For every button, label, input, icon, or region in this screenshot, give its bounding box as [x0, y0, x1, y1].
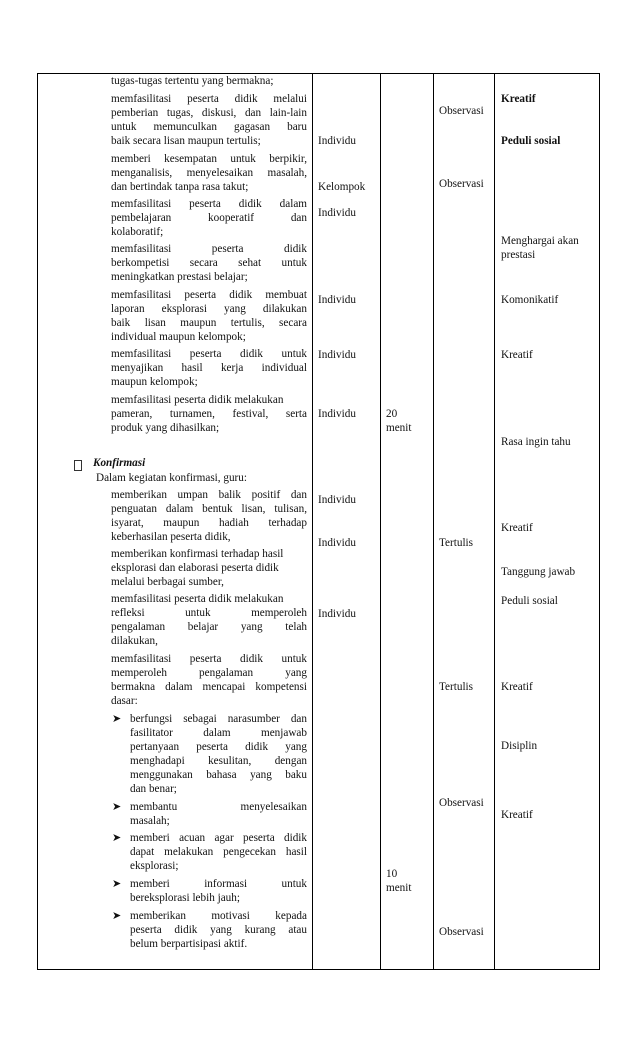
activity-line: memfasilitasi peserta didik	[111, 243, 307, 255]
table-right-border	[599, 73, 600, 970]
activity-line: menyajikan hasil kerja individual	[111, 362, 307, 374]
activity-line: menganalisis, menyelesaikan masalah,	[111, 167, 307, 179]
activity-line: bermakna dalam mencapai kompetensi	[111, 681, 307, 693]
character-cell: Kreatif	[501, 349, 533, 361]
activity-line: dasar:	[111, 695, 138, 707]
activity-line: isyarat, maupun hadiah terhadap	[111, 517, 307, 529]
character-cell: Peduli sosial	[501, 135, 561, 147]
arrow-bullet-icon: ➤	[112, 910, 122, 922]
bullet-icon	[74, 460, 82, 471]
sub-item-line: eksplorasi;	[130, 860, 179, 872]
activity-line: memfasilitasi peserta didik membuat	[111, 289, 307, 301]
character-cell: Menghargai akan	[501, 235, 579, 247]
sub-item-line: memberikan motivasi kepada	[130, 910, 307, 922]
activity-line: memfasilitasi peserta didik melakukan	[111, 593, 284, 605]
col-divider-3	[433, 73, 434, 970]
activity-line: memfasilitasi peserta didik dalam	[111, 198, 307, 210]
activity-line: memfasilitasi peserta didik untuk	[111, 653, 307, 665]
activity-line: berkompetisi secara sehat untuk	[111, 257, 307, 269]
assessment-cell: Observasi	[439, 797, 484, 809]
activity-line: keberhasilan peserta didik,	[111, 531, 231, 543]
character-cell: Peduli sosial	[501, 595, 558, 607]
col-divider-4	[494, 73, 495, 970]
assessment-cell: Observasi	[439, 926, 484, 938]
activity-line: memfasilitasi peserta didik melakukan	[111, 394, 284, 406]
activity-line: memberikan umpan balik positif dan	[111, 489, 307, 501]
character-cell: Tanggung jawab	[501, 566, 576, 578]
time-unit: menit	[386, 422, 412, 434]
time-value: 10	[386, 868, 398, 880]
arrow-bullet-icon: ➤	[112, 878, 122, 890]
character-cell: prestasi	[501, 249, 536, 261]
activity-line: memberi kesempatan untuk berpikir,	[111, 153, 307, 165]
assessment-cell: Tertulis	[439, 537, 474, 549]
arrow-bullet-icon: ➤	[112, 713, 122, 725]
activity-line: untuk memunculkan gagasan baru	[111, 121, 307, 133]
grouping-cell: Kelompok	[318, 181, 366, 193]
sub-item-line: menggunakan bahasa yang baku	[130, 769, 307, 781]
assessment-cell: Observasi	[439, 105, 484, 117]
character-cell: Kreatif	[501, 681, 533, 693]
col-divider-1	[312, 73, 313, 970]
sub-item-line: bereksplorasi lebih jauh;	[130, 892, 240, 904]
activity-line: kolaboratif;	[111, 226, 164, 238]
activity-line: laporan eksplorasi yang dilakukan	[111, 303, 307, 315]
sub-item-line: pertanyaan peserta didik yang	[130, 741, 307, 753]
sub-item-line: memberi acuan agar peserta didik	[130, 832, 307, 844]
activity-line: pameran, turnamen, festival, serta	[111, 408, 307, 420]
character-cell: Kreatif	[501, 809, 533, 821]
character-cell: Kreatif	[501, 522, 533, 534]
sub-item-line: masalah;	[130, 815, 170, 827]
grouping-cell: Individu	[318, 494, 356, 506]
assessment-cell: Tertulis	[439, 681, 474, 693]
table-bottom-border	[37, 969, 600, 970]
sub-item-line: berfungsi sebagai narasumber dan	[130, 713, 307, 725]
time-unit: menit	[386, 882, 412, 894]
activity-line: memperoleh pengalaman yang	[111, 667, 307, 679]
activity-line: produk yang dihasilkan;	[111, 422, 220, 434]
activity-line: melalui berbagai sumber,	[111, 576, 224, 588]
sub-item-line: belum berpartisipasi aktif.	[130, 938, 248, 950]
character-cell: Rasa ingin tahu	[501, 436, 571, 448]
grouping-cell: Individu	[318, 349, 356, 361]
activity-line: eksplorasi dan elaborasi peserta didik	[111, 562, 279, 574]
arrow-bullet-icon: ➤	[112, 832, 122, 844]
character-cell: Disiplin	[501, 740, 538, 752]
sub-item-line: peserta didik yang kurang atau	[130, 924, 307, 936]
arrow-bullet-icon: ➤	[112, 801, 122, 813]
activity-line: pembelajaran kooperatif dan	[111, 212, 307, 224]
grouping-cell: Individu	[318, 135, 356, 147]
sub-item-line: memberi informasi untuk	[130, 878, 307, 890]
sub-item-line: dapat melakukan pengecekan hasil	[130, 846, 307, 858]
activity-line: dilakukan,	[111, 635, 158, 647]
activity-line: memfasilitasi peserta didik untuk	[111, 348, 307, 360]
activity-line: meningkatkan prestasi belajar;	[111, 271, 248, 283]
activity-line: individual maupun kelompok;	[111, 331, 246, 343]
grouping-cell: Individu	[318, 408, 356, 420]
konfirmasi-intro: Dalam kegiatan konfirmasi, guru:	[96, 472, 247, 484]
grouping-cell: Individu	[318, 537, 356, 549]
activity-line: dan bertindak tanpa rasa takut;	[111, 181, 249, 193]
activity-line: maupun kelompok;	[111, 376, 198, 388]
sub-item-line: fasilitator dalam menjawab	[130, 727, 307, 739]
activity-line: refleksi untuk memperoleh	[111, 607, 307, 619]
col-divider-2	[380, 73, 381, 970]
time-value: 20	[386, 408, 398, 420]
activity-line: tugas-tugas tertentu yang bermakna;	[111, 75, 274, 87]
grouping-cell: Individu	[318, 294, 356, 306]
sub-item-line: menghadapi kesulitan, dengan	[130, 755, 307, 767]
activity-line: baik lisan maupun tertulis, secara	[111, 317, 307, 329]
activity-line: baik secara lisan maupun tertulis;	[111, 135, 261, 147]
activity-line: pengalaman belajar yang telah	[111, 621, 307, 633]
activity-line: memberikan konfirmasi terhadap hasil	[111, 548, 284, 560]
sub-item-line: membantu menyelesaikan	[130, 801, 307, 813]
character-cell: Komonikatif	[501, 294, 559, 306]
table-left-border	[37, 73, 38, 970]
assessment-cell: Observasi	[439, 178, 484, 190]
character-cell: Kreatif	[501, 93, 536, 105]
grouping-cell: Individu	[318, 207, 356, 219]
activity-line: memfasilitasi peserta didik melalui	[111, 93, 307, 105]
activity-line: penguatan dalam bentuk lisan, tulisan,	[111, 503, 307, 515]
konfirmasi-heading: Konfirmasi	[93, 457, 146, 469]
sub-item-line: dan benar;	[130, 783, 177, 795]
grouping-cell: Individu	[318, 608, 356, 620]
activity-line: pemberian tugas, diskusi, dan lain-lain	[111, 107, 307, 119]
